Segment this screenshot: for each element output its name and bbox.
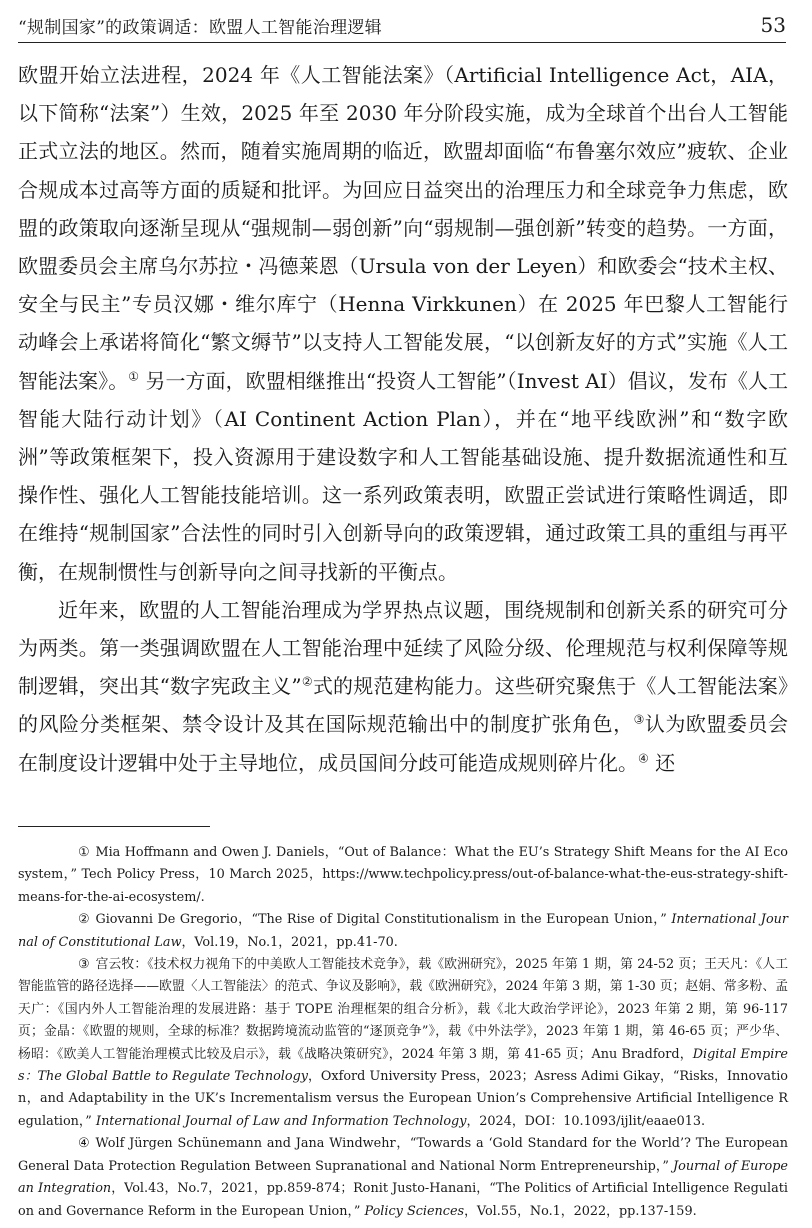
- italic-title: International Journal of Law and Information Technology: [95, 1113, 467, 1129]
- text-run: ，Vol.55，No.1，2022，pp.137-159.: [464, 1203, 697, 1219]
- italic-title: International Journal of Constitutional Law: [18, 912, 789, 950]
- text-run: Mia Hoffmann and Owen J. Daniels，“Out of Balance：What the EU’s Strategy Shift Means for the AI Ecosystem，” Tech Policy Press，10 March 2025，https://www.techpolicy.press/out-of-balance-what-the-eus-strategy-shift-means-for-the-ai-ecosystem/.: [18, 845, 788, 905]
- body-text: [18, 56, 788, 782]
- text-run: ，Vol.19，No.1，2021，pp.41-70.: [181, 934, 398, 950]
- footnote-reference: ④: [638, 751, 649, 765]
- paragraph: [18, 56, 788, 591]
- text-run: 式的规范建构能力。这些研究聚焦于《人工智能法案》的风险分类框架、禁令设计及其在国际规范输出中的制度扩张角色，: [18, 674, 789, 737]
- footnote: [18, 842, 788, 909]
- footnote-number: ④: [78, 1136, 90, 1152]
- text-run: 还: [648, 750, 676, 775]
- footnote-number: ①: [78, 845, 90, 860]
- footnote-divider: [18, 826, 210, 827]
- text-run: 宫云牧：《技术权力视角下的中美欧人工智能技术竞争》，载《欧洲研究》，2025 年第 1 期，第 24-52 页；王天凡：《人工智能监管的路径选择——欧盟〈人工智能法〉的范式、争议及影响》，载《欧洲研究》，2024 年第 3 期，第 1-30 页；赵娟、常多粉、孟天广：《国内外人工智能治理的发展进路：基于 TOPE 治理框架的组合分析》，载《北大政治学评论》，2023 年第 2 期，第 96-117 页；金晶：《欧盟的规则，全球的标准？数据跨境流动监管的“逐顶竞争”》，载《中外法学》，2023 年第 1 期，第 46-65 页；严少华、杨昭：《欧美人工智能治理模式比较及启示》，载《战略决策研究》，2024 年第 3 期，第 41-65 页；Anu Bradford，: [18, 957, 788, 1062]
- text-run: Giovanni De Gregorio，“The Rise of Digital Constitutionalism in the European Union，”: [95, 912, 672, 928]
- footnote: [18, 909, 788, 954]
- italic-title: Digital Empires：The Global Battle to Regulate Technology: [18, 1046, 788, 1085]
- text-run: ，2024，DOI：10.1093/ijlit/eaae013.: [466, 1113, 706, 1129]
- footnote-reference: ①: [128, 368, 140, 383]
- footnote-number: ③: [78, 957, 90, 973]
- text-run: ，Vol.43，No.7，2021，pp.859-874；Ronit Justo-Hanani，“The Politics of Artificial Intelligence Regulation and Governance Reform in the European Union，”: [18, 1181, 789, 1219]
- text-run: 近年来，欧盟的人工智能治理成为学界热点议题，围绕规制和创新关系的研究可分为两类。第一类强调欧盟在人工智能治理中延续了风险分级、伦理规范与权利保障等规制逻辑，突出其“数字宪政主义”: [18, 597, 788, 699]
- text-run: 另一方面，欧盟相继推出“投资人工智能”（Invest AI）倡议，发布《人工智能大陆行动计划》（AI Continent Action Plan），并在“地平线欧洲”和“数字欧洲”等政策框架下，投入资源用于建设数字和人工智能基础设施、提升数据流通性和互操作性、强化人工智能技能培训。这一系列政策表明，欧盟正尝试进行策略性调适，即在维持“规制国家”合法性的同时引入创新导向的政策逻辑，通过政策工具的重组与再平衡，在规制惯性与创新导向之间寻找新的平衡点。: [18, 368, 789, 584]
- footnote-reference: ②: [301, 674, 313, 689]
- page-number: 53: [760, 13, 786, 37]
- italic-title: Policy Sciences: [364, 1203, 465, 1219]
- footnote: [18, 1133, 788, 1223]
- italic-title: Journal of European Integration: [18, 1158, 788, 1197]
- text-run: Wolf Jürgen Schünemann and Jana Windwehr，“Towards a ‘Gold Standard for the World’? The European General Data Protection Regulation Between Supranational and National Norm Entrepreneurship，”: [18, 1136, 788, 1174]
- page-header: [18, 8, 786, 43]
- footnote-number: ②: [78, 912, 90, 928]
- text-run: 欧盟开始立法进程，2024 年《人工智能法案》（Artificial Intelligence Act，AIA，以下简称“法案”）生效，2025 年至 2030 年分阶段实施，成为全球首个出台人工智能正式立法的地区。然而，随着实施周期的临近，欧盟却面临“布鲁塞尔效应”疲软、企业合规成本过高等方面的质疑和批评。为回应日益突出的治理压力和全球竞争力焦虑，欧盟的政策取向逐渐呈现从“强规制—弱创新”向“弱规制—强创新”转变的趋势。一方面，欧盟委员会主席乌尔苏拉・冯德莱恩（Ursula von der Leyen）和欧委会“技术主权、安全与民主”专员汉娜・维尔库宁（Henna Virkkunen）在 2025 年巴黎人工智能行动峰会上承诺将简化“繁文缛节”以支持人工智能发展，“以创新友好的方式”实施《人工智能法案》。: [18, 63, 788, 393]
- footnote: [18, 954, 788, 1133]
- text-run: ，Oxford University Press，2023；Asress Adimi Gikay，“Risks，Innovation，and Adaptability in the UK’s Incrementalism versus the European Union’s Comprehensive Artificial Intelligence Regulation，”: [18, 1069, 788, 1129]
- paragraph: [18, 591, 788, 782]
- running-title: “规制国家”的政策调适：欧盟人工智能治理逻辑: [18, 17, 382, 38]
- text-run: 认为欧盟委员会在制度设计逻辑中处于主导地位，成员国间分歧可能造成规则碎片化。: [18, 712, 789, 775]
- footnotes: [18, 842, 788, 1223]
- footnote-reference: ③: [633, 712, 645, 727]
